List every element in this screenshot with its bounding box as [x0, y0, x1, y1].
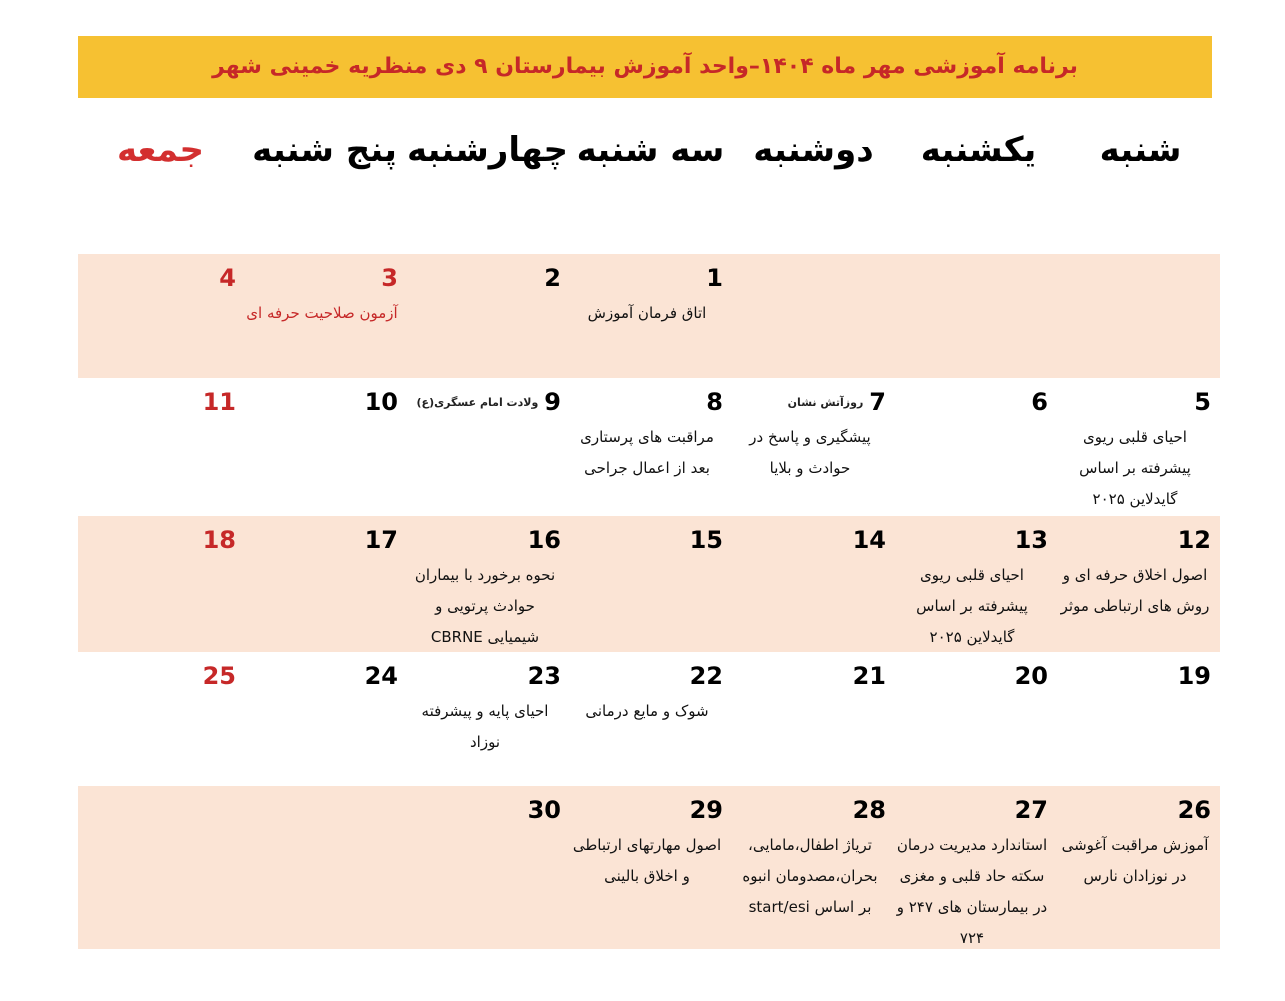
week-row	[78, 786, 1220, 949]
event-text: اصول مهارتهای ارتباطی و اخلاق بالینی	[572, 836, 722, 885]
day-number-value: 2	[544, 264, 561, 292]
day-number-value: 11	[202, 388, 236, 416]
day-cell	[405, 254, 565, 378]
day-cell	[892, 516, 1052, 652]
day-number-value: 24	[364, 662, 398, 690]
day-number	[1031, 388, 1048, 416]
day-number	[544, 264, 561, 292]
day-number	[528, 662, 561, 690]
weekday-5: چهارشنبه	[406, 130, 569, 170]
day-cell	[80, 786, 240, 949]
weekday-4: سه شنبه	[576, 130, 725, 170]
occasion-note: روزآتش نشان	[787, 396, 864, 409]
day-number	[1178, 526, 1211, 554]
day-number	[203, 662, 236, 690]
day-cell	[80, 254, 240, 378]
day-number-value: 6	[1031, 388, 1048, 416]
day-number-value: 3	[381, 264, 398, 292]
day-number	[203, 526, 236, 554]
event-text: احیای قلبی ریوی پیشرفته بر اساس گایدلاین ۲۰۲۵	[1079, 428, 1191, 508]
weekday-3: دوشنبه	[753, 130, 874, 170]
day-number	[853, 662, 886, 690]
day-number	[365, 388, 398, 416]
day-number	[528, 526, 561, 554]
day-cell	[80, 378, 240, 516]
event-text: احیای پایه و پیشرفته نوزاد	[421, 702, 549, 751]
day-number	[853, 526, 886, 554]
event-text: احیای قلبی ریوی پیشرفته بر اساس گایدلاین ۲۰۲۵	[916, 566, 1028, 646]
day-number	[1178, 662, 1211, 690]
day-cell	[1055, 378, 1215, 516]
weekday-6: پنج شنبه	[252, 130, 397, 170]
day-number	[219, 264, 236, 292]
day-number	[365, 526, 398, 554]
day-number	[1015, 662, 1048, 690]
day-cell	[405, 652, 565, 786]
occasion-note: ولادت امام عسگری(ع)	[416, 396, 539, 409]
weekday-1: شنبه	[1099, 130, 1182, 170]
day-number	[690, 662, 723, 690]
day-cell	[405, 786, 565, 949]
day-number-value: 27	[1014, 796, 1048, 824]
day-cell	[1055, 516, 1215, 652]
day-cell	[567, 652, 727, 786]
week-row	[78, 516, 1220, 652]
day-cell	[80, 652, 240, 786]
weekday-7: جمعه	[116, 130, 205, 170]
day-cell	[242, 516, 402, 652]
day-number	[365, 662, 398, 690]
day-cell	[567, 786, 727, 949]
day-number-value: 5	[1194, 388, 1211, 416]
day-number	[1178, 796, 1211, 824]
day-cell	[730, 378, 890, 516]
event-text: نحوه برخورد با بیماران حوادث پرتویی و شیمیایی CBRNE	[414, 566, 556, 646]
day-number-value: 7	[869, 388, 886, 416]
day-number-value: 18	[202, 526, 236, 554]
day-cell	[567, 516, 727, 652]
day-number-value: 20	[1014, 662, 1048, 690]
day-number	[690, 796, 723, 824]
day-cell	[892, 254, 1052, 378]
day-number	[706, 264, 723, 292]
day-number-value: 28	[852, 796, 886, 824]
day-number-value: 16	[527, 526, 561, 554]
day-number-value: 30	[527, 796, 561, 824]
day-number-value: 26	[1177, 796, 1211, 824]
event-text: پیشگیری و پاسخ در حوادث و بلایا	[749, 428, 871, 477]
day-number-value: 25	[202, 662, 236, 690]
event-text: آموزش مراقبت آغوشی در نوزادان نارس	[1061, 836, 1209, 885]
day-cell	[1055, 652, 1215, 786]
day-number-value: 8	[706, 388, 723, 416]
day-number-value: 17	[364, 526, 398, 554]
day-number-value: 1	[706, 264, 723, 292]
day-cell	[242, 254, 402, 378]
day-cell	[730, 786, 890, 949]
day-number-value: 9	[544, 388, 561, 416]
day-cell	[567, 254, 727, 378]
day-cell	[730, 516, 890, 652]
day-cell	[1055, 786, 1215, 949]
day-number-value: 4	[219, 264, 236, 292]
day-number-value: 29	[689, 796, 723, 824]
calendar-title: برنامه آموزشی مهر ماه ۱۴۰۴–واحد آموزش بیمارستان ۹ دی منظریه خمینی شهر	[212, 54, 1078, 79]
day-number-value: 15	[689, 526, 723, 554]
day-number-value: 19	[1177, 662, 1211, 690]
day-cell	[567, 378, 727, 516]
day-number	[690, 526, 723, 554]
day-number-value: 10	[364, 388, 398, 416]
day-cell	[892, 378, 1052, 516]
event-text: تریاژ اطفال،مامایی، بحران،مصدومان انبوه بر اساس start/esi	[742, 836, 878, 916]
day-cell	[80, 516, 240, 652]
day-cell	[730, 652, 890, 786]
day-cell	[405, 516, 565, 652]
day-cell	[1055, 254, 1215, 378]
day-cell	[242, 786, 402, 949]
week-row	[78, 254, 1220, 378]
day-number-value: 13	[1014, 526, 1048, 554]
day-number	[381, 264, 398, 292]
day-cell	[730, 254, 890, 378]
day-cell	[892, 652, 1052, 786]
day-number	[1194, 388, 1211, 416]
day-cell	[242, 378, 402, 516]
day-number	[203, 388, 236, 416]
day-number	[1015, 796, 1048, 824]
calendar-title-banner	[78, 36, 1212, 98]
day-number-value: 23	[527, 662, 561, 690]
weekday-2: یکشنبه	[920, 130, 1037, 170]
event-text: شوک و مایع درمانی	[585, 702, 709, 720]
day-number-value: 21	[852, 662, 886, 690]
day-number	[417, 388, 561, 416]
week-row	[78, 652, 1220, 786]
day-number	[853, 796, 886, 824]
day-number	[528, 796, 561, 824]
event-text: آزمون صلاحیت حرفه ای	[246, 304, 398, 322]
day-number	[788, 388, 886, 416]
day-cell	[405, 378, 565, 516]
day-number-value: 22	[689, 662, 723, 690]
day-number	[1015, 526, 1048, 554]
event-text: مراقبت های پرستاری بعد از اعمال جراحی	[580, 428, 714, 477]
day-cell	[892, 786, 1052, 949]
day-number-value: 14	[852, 526, 886, 554]
day-number	[706, 388, 723, 416]
week-row	[78, 378, 1220, 516]
event-text: استاندارد مدیریت درمان سکته حاد قلبی و مغزی در بیمارستان های ۲۴۷ و ۷۲۴	[896, 836, 1048, 947]
event-text: اتاق فرمان آموزش	[587, 304, 707, 322]
day-cell	[242, 652, 402, 786]
day-number-value: 12	[1177, 526, 1211, 554]
event-text: اصول اخلاق حرفه ای و روش های ارتباطی موثر	[1060, 566, 1210, 615]
